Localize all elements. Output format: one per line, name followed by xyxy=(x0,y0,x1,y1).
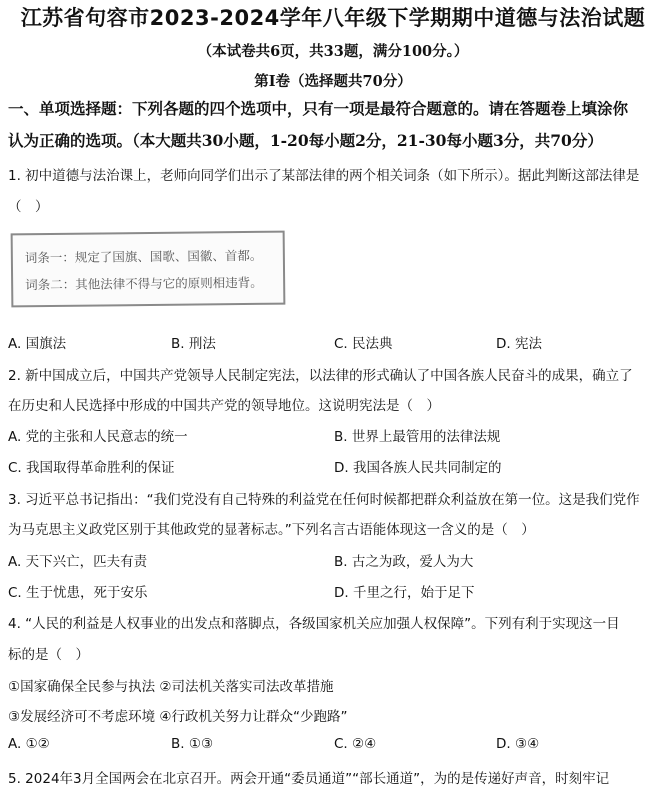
question-5-line1: 5. 2024年3月全国两会在北京召开。两会开通“委员通道”“部长通道”，为的是传递好声音，时刻牢记 xyxy=(8,771,610,787)
q3-option-d[interactable]: D. 千里之行，始于足下 xyxy=(334,585,475,601)
law-terms-box xyxy=(11,231,286,308)
q3-option-a[interactable]: A. 天下兴亡，匹夫有责 xyxy=(8,554,148,570)
q1-option-a[interactable]: A. 国旗法 xyxy=(8,336,67,352)
question-3-line1: 3. 习近平总书记指出：“我们党没有自己特殊的利益党在任何时候都把群众利益放在第一位。这是我们党作 xyxy=(8,492,640,508)
q1-option-c[interactable]: C. 民法典 xyxy=(334,336,393,352)
term-1: 词条一：规定了国旗、国歌、国徽、首都。 xyxy=(24,247,263,266)
question-4-line1: 4. “人民的利益是人权事业的出发点和落脚点，各级国家机关应加强人权保障”。下列有利于实现这一目 xyxy=(8,616,620,632)
question-2-line1: 2. 新中国成立后，中国共产党领导人民制定宪法，以法律的形式确认了中国各族人民奋斗的成果，确立了 xyxy=(8,368,633,384)
q4-statements-line1: ①国家确保全民参与执法 ②司法机关落实司法改革措施 xyxy=(8,679,334,695)
q2-option-c[interactable]: C. 我国取得革命胜利的保证 xyxy=(8,460,175,476)
exam-info: （本试卷共6页，共33题，满分100分。） xyxy=(197,43,469,60)
q3-option-c[interactable]: C. 生于忧患，死于安乐 xyxy=(8,585,148,601)
q2-option-d[interactable]: D. 我国各族人民共同制定的 xyxy=(334,460,502,476)
q3-option-b[interactable]: B. 古之为政，爱人为大 xyxy=(334,554,474,570)
q4-option-d[interactable]: D. ③④ xyxy=(496,736,540,752)
q4-option-a[interactable]: A. ①② xyxy=(8,736,50,752)
section-instruction-line2: 认为正确的选项。（本大题共30小题，1-20每小题2分，21-30每小题3分，共70分） xyxy=(8,131,603,150)
question-3-line2: 为马克思主义政党区别于其他政党的显著标志。”下列名言古语能体现这一含义的是（ ） xyxy=(8,522,535,538)
part-heading: 第Ⅰ卷（选择题共70分） xyxy=(254,73,412,90)
q1-option-d[interactable]: D. 宪法 xyxy=(496,336,542,352)
q2-option-b[interactable]: B. 世界上最管用的法律法规 xyxy=(334,429,501,445)
question-2-line2: 在历史和人民选择中形成的中国共产党的领导地位。这说明宪法是（ ） xyxy=(8,398,440,414)
q4-option-c[interactable]: C. ②④ xyxy=(334,736,377,752)
page-title: 江苏省句容市2023-2024学年八年级下学期期中道德与法治试题 xyxy=(20,6,646,30)
q4-statements-line2: ③发展经济可不考虑环境 ④行政机关努力让群众“少跑路” xyxy=(8,709,348,725)
question-1-line2: （ ） xyxy=(8,199,49,215)
section-instruction-line1: 一、单项选择题：下列各题的四个选项中，只有一项是最符合题意的。请在答题卷上填涂你 xyxy=(8,99,629,118)
q1-option-b[interactable]: B. 刑法 xyxy=(171,336,216,352)
question-4-line2: 标的是（ ） xyxy=(8,647,89,663)
term-2: 词条二：其他法律不得与它的原则相违背。 xyxy=(25,274,263,293)
q4-option-b[interactable]: B. ①③ xyxy=(171,736,214,752)
q2-option-a[interactable]: A. 党的主张和人民意志的统一 xyxy=(8,429,188,445)
question-1-line1: 1. 初中道德与法治课上，老师向同学们出示了某部法律的两个相关词条（如下所示）。据此判断这部法律是 xyxy=(8,168,640,184)
